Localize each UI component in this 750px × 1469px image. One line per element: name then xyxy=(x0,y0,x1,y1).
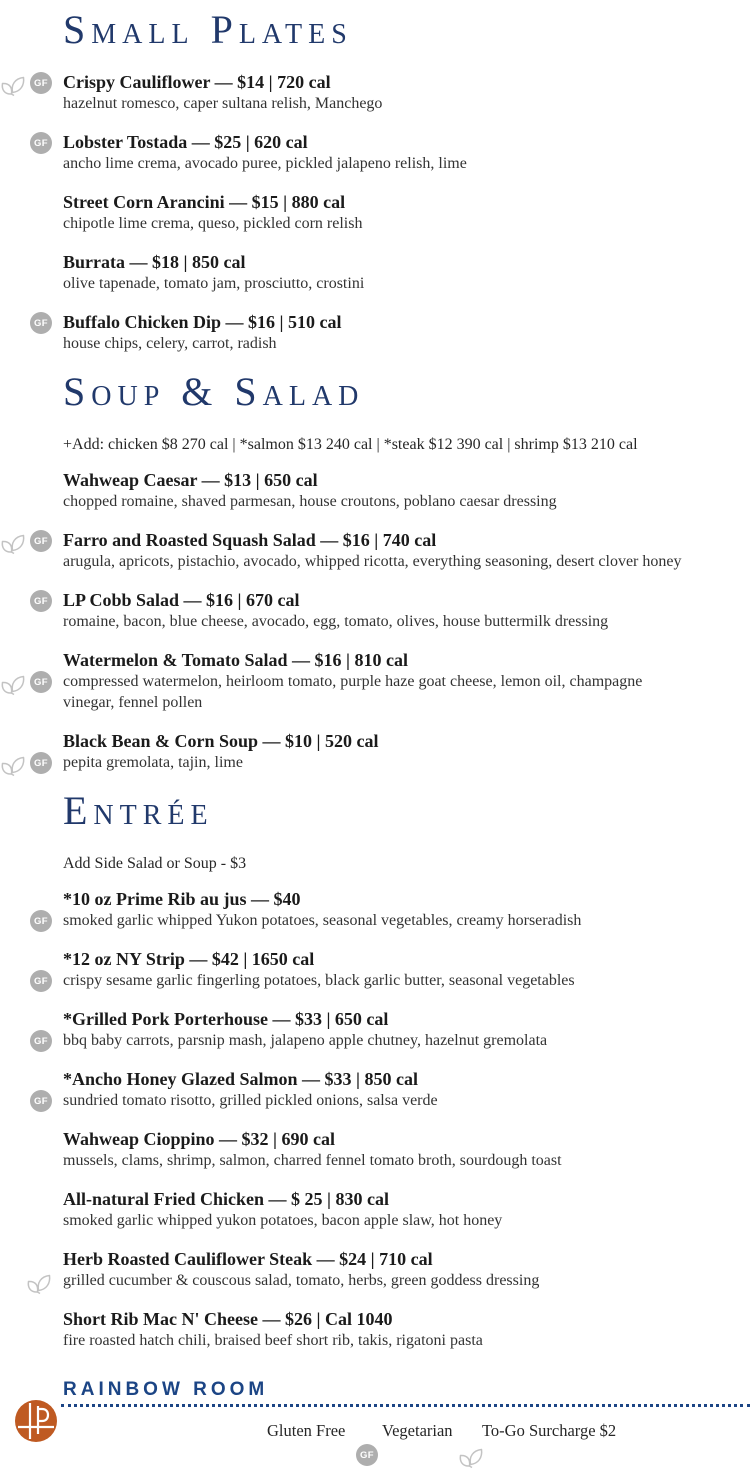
item-icons xyxy=(0,72,52,94)
section-note: Add Side Salad or Soup - $3 xyxy=(63,855,247,872)
item-name-and-price: Short Rib Mac N' Cheese — $26 | Cal 1040 xyxy=(63,1309,393,1329)
item-description: fire roasted hatch chili, braised beef short rib, takis, rigatoni pasta xyxy=(63,1332,483,1349)
item-description: mussels, clams, shrimp, salmon, charred fennel tomato broth, sourdough toast xyxy=(63,1152,562,1169)
menu-item xyxy=(0,72,750,114)
section-title: Soup & Salad xyxy=(63,369,365,414)
legend-vegetarian-label: Vegetarian xyxy=(382,1421,453,1440)
item-name-and-price: Watermelon & Tomato Salad — $16 | 810 cal xyxy=(63,650,408,670)
menu-item xyxy=(0,650,750,713)
section-small-plates xyxy=(0,7,750,354)
vegetarian-icon xyxy=(458,1447,484,1469)
item-icons xyxy=(0,132,52,154)
section-title: Entrée xyxy=(63,788,214,833)
item-name-and-price: Wahweap Caesar — $13 | 650 cal xyxy=(63,470,318,490)
item-name-and-price: *10 oz Prime Rib au jus — $40 xyxy=(63,889,301,909)
menu-item xyxy=(0,252,750,294)
section-title: Small Plates xyxy=(63,7,353,52)
item-icons xyxy=(0,590,52,612)
item-name-and-price: Street Corn Arancini — $15 | 880 cal xyxy=(63,192,346,212)
legend-gluten-free-icon xyxy=(356,1444,378,1466)
item-icons xyxy=(0,312,52,334)
gluten-free-icon: GF xyxy=(356,1444,378,1466)
gluten-free-icon: GF xyxy=(30,1090,52,1112)
menu-item xyxy=(0,530,750,572)
item-name-and-price: Herb Roasted Cauliflower Steak — $24 | 710 cal xyxy=(63,1249,433,1269)
menu-item xyxy=(0,132,750,174)
vegetarian-icon xyxy=(0,533,26,555)
item-description: chipotle lime crema, queso, pickled corn relish xyxy=(63,215,363,232)
item-description: grilled cucumber & couscous salad, tomato, herbs, green goddess dressing xyxy=(63,1272,540,1289)
item-name-and-price: LP Cobb Salad — $16 | 670 cal xyxy=(63,590,300,610)
menu-item xyxy=(0,1309,750,1351)
item-icons xyxy=(0,1030,52,1052)
section-entree xyxy=(0,788,750,1351)
menu-item xyxy=(0,1009,750,1051)
item-name-and-price: Burrata — $18 | 850 cal xyxy=(63,252,246,272)
vegetarian-icon xyxy=(0,674,26,696)
item-description: bbq baby carrots, parsnip mash, jalapeno apple chutney, hazelnut gremolata xyxy=(63,1032,548,1049)
item-name-and-price: Lobster Tostada — $25 | 620 cal xyxy=(63,132,308,152)
resort-logo-icon xyxy=(15,1400,57,1442)
menu-item xyxy=(0,470,750,512)
item-name-and-price: *Grilled Pork Porterhouse — $33 | 650 cal xyxy=(63,1009,389,1029)
item-description: crispy sesame garlic fingerling potatoes, black garlic butter, seasonal vegetables xyxy=(63,972,575,989)
vegetarian-icon xyxy=(0,75,26,97)
item-description: compressed watermelon, heirloom tomato, purple haze goat cheese, lemon oil, champagne vinegar, fennel pollen xyxy=(63,673,643,711)
item-name-and-price: *Ancho Honey Glazed Salmon — $33 | 850 cal xyxy=(63,1069,418,1089)
gluten-free-icon: GF xyxy=(30,671,52,693)
dotted-divider xyxy=(61,1404,750,1407)
gluten-free-icon: GF xyxy=(30,910,52,932)
section-note: +Add: chicken $8 270 cal | *salmon $13 240 cal | *steak $12 390 cal | shrimp $13 210 cal xyxy=(63,436,638,453)
item-description: smoked garlic whipped yukon potatoes, bacon apple slaw, hot honey xyxy=(63,1212,503,1229)
item-icons xyxy=(0,970,52,992)
menu-item xyxy=(0,1249,750,1291)
gluten-free-icon: GF xyxy=(30,132,52,154)
menu-item xyxy=(0,590,750,632)
item-description: arugula, apricots, pistachio, avocado, whipped ricotta, everything seasoning, desert clover honey xyxy=(63,553,682,570)
item-description: house chips, celery, carrot, radish xyxy=(63,335,277,352)
vegetarian-icon xyxy=(0,755,26,777)
item-name-and-price: Crispy Cauliflower — $14 | 720 cal xyxy=(63,72,331,92)
gluten-free-icon: GF xyxy=(30,1030,52,1052)
item-icons xyxy=(0,671,52,693)
gluten-free-icon: GF xyxy=(30,970,52,992)
item-icons xyxy=(0,530,52,552)
legend-gluten-free-label: Gluten Free xyxy=(267,1421,346,1440)
item-name-and-price: Buffalo Chicken Dip — $16 | 510 cal xyxy=(63,312,342,332)
menu-item xyxy=(0,1069,750,1111)
menu-item xyxy=(0,949,750,991)
item-name-and-price: All-natural Fried Chicken — $ 25 | 830 cal xyxy=(63,1189,389,1209)
gluten-free-icon: GF xyxy=(30,530,52,552)
item-description: romaine, bacon, blue cheese, avocado, egg, tomato, olives, house buttermilk dressing xyxy=(63,613,609,630)
item-description: pepita gremolata, tajin, lime xyxy=(63,754,243,771)
section-soup-salad xyxy=(0,369,750,773)
item-description: chopped romaine, shaved parmesan, house croutons, poblano caesar dressing xyxy=(63,493,557,510)
gluten-free-icon: GF xyxy=(30,312,52,334)
item-icons xyxy=(0,1090,52,1112)
item-name-and-price: Black Bean & Corn Soup — $10 | 520 cal xyxy=(63,731,379,751)
item-description: smoked garlic whipped Yukon potatoes, seasonal vegetables, creamy horseradish xyxy=(63,912,582,929)
item-icons xyxy=(0,752,52,774)
menu-item xyxy=(0,1189,750,1231)
legend-togo-surcharge-label: To-Go Surcharge $2 xyxy=(482,1421,617,1440)
gluten-free-icon: GF xyxy=(30,752,52,774)
brand-wordmark: RAINBOW ROOM xyxy=(63,1379,269,1400)
menu-item xyxy=(0,889,750,931)
item-icons xyxy=(0,1270,52,1292)
item-description: olive tapenade, tomato jam, prosciutto, crostini xyxy=(63,275,365,292)
legend-vegetarian-icon xyxy=(458,1444,484,1469)
item-name-and-price: Wahweap Cioppino — $32 | 690 cal xyxy=(63,1129,336,1149)
menu-item xyxy=(0,192,750,234)
menu-item xyxy=(0,731,750,773)
item-icons xyxy=(0,910,52,932)
menu-item xyxy=(0,312,750,354)
item-description: ancho lime crema, avocado puree, pickled jalapeno relish, lime xyxy=(63,155,467,172)
gluten-free-icon: GF xyxy=(30,72,52,94)
item-name-and-price: Farro and Roasted Squash Salad — $16 | 740 cal xyxy=(63,530,437,550)
item-name-and-price: *12 oz NY Strip — $42 | 1650 cal xyxy=(63,949,315,969)
item-description: hazelnut romesco, caper sultana relish, Manchego xyxy=(63,95,383,112)
vegetarian-icon xyxy=(26,1273,52,1295)
menu-item xyxy=(0,1129,750,1171)
gluten-free-icon: GF xyxy=(30,590,52,612)
item-description: sundried tomato risotto, grilled pickled onions, salsa verde xyxy=(63,1092,438,1109)
